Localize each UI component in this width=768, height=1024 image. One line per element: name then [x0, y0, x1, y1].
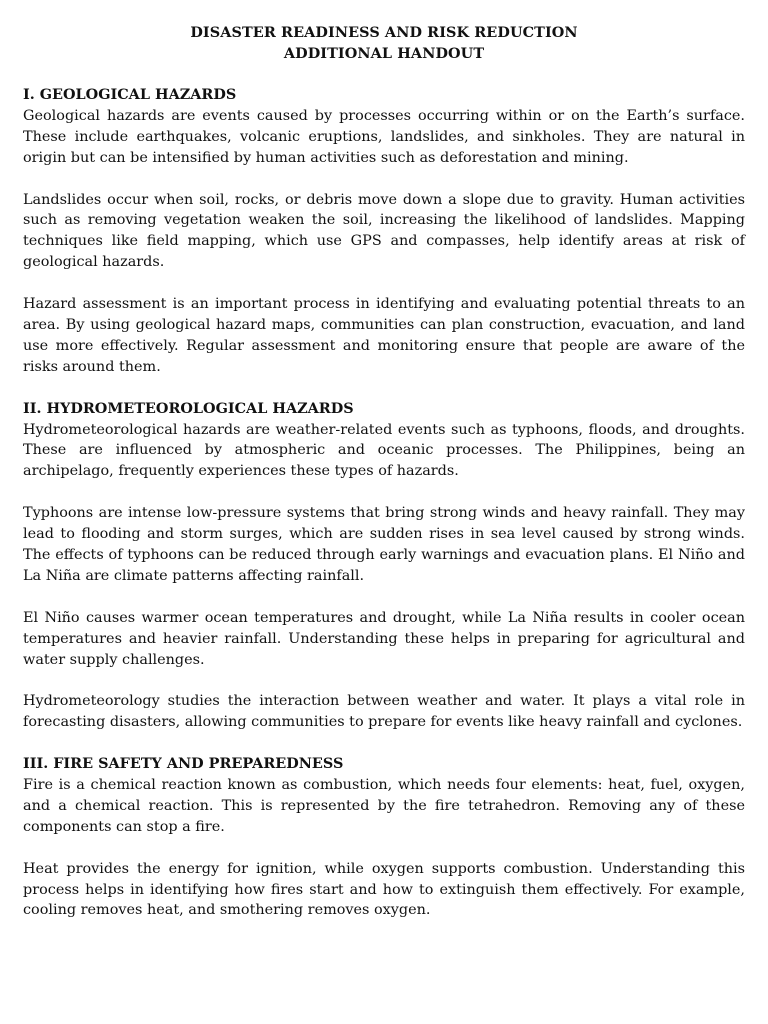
section-geological-hazards [23, 85, 745, 378]
paragraph: Fire is a chemical reaction known as combustion, which needs four elements: heat, fuel, oxygen, and a chemical reaction. This is represented by the fire tetrahedron. Removing any of these components can stop a fire. [23, 777, 745, 835]
section-heading: I. GEOLOGICAL HAZARDS [23, 86, 237, 103]
paragraph: Typhoons are intense low-pressure systems that bring strong winds and heavy rainfall. They may lead to flooding and storm surges, which are sudden rises in sea level caused by strong winds. The effects of typhoons can be reduced through early warnings and evacuation plans. El Niño and La Niña are climate patterns affecting rainfall. [23, 505, 745, 584]
paragraph: Heat provides the energy for ignition, while oxygen supports combustion. Understanding this process helps in identifying how fires start and how to extinguish them effectively. For example, cooling removes heat, and smothering removes oxygen. [23, 860, 745, 919]
section-heading: III. FIRE SAFETY AND PREPAREDNESS [23, 755, 344, 773]
title-line-1: DISASTER READINESS AND RISK REDUCTION [190, 24, 578, 41]
paragraph: Hydrometeorological hazards are weather-related events such as typhoons, floods, and droughts. These are influenced by atmospheric and oceanic processes. The Philippines, being an archipelago, frequently experiences these types of hazards. [23, 421, 745, 480]
paragraph: Hydrometeorology studies the interaction between weather and water. It plays a vital role in forecasting disasters, allowing communities to prepare for events like heavy rainfall and cyclones. [23, 693, 745, 731]
paragraph: Hazard assessment is an important process in identifying and evaluating potential threats to an area. By using geological hazard maps, communities can plan construction, evacuation, and land use more effectively. Regular assessment and monitoring ensure that people are aware of the risks around them. [23, 296, 745, 375]
section-hydrometeorological-hazards [23, 399, 745, 733]
paragraph: El Niño causes warmer ocean temperatures and drought, while La Niña results in cooler ocean temperatures and heavier rainfall. Understanding these helps in preparing for agricultural and water supply challenges. [23, 609, 745, 668]
paragraph: Geological hazards are events caused by processes occurring within or on the Earth’s surface. These include earthquakes, volcanic eruptions, landslides, and sinkholes. They are natural in origin but can be intensified by human activities such as deforestation and mining. [23, 107, 745, 166]
document-title [23, 22, 745, 64]
paragraph: Landslides occur when soil, rocks, or debris move down a slope due to gravity. Human activities such as removing vegetation weaken the soil, increasing the likelihood of landslides. Mapping techniques like field mapping, which use GPS and compasses, help identify areas at risk of geological hazards. [23, 191, 745, 271]
document-page [23, 22, 745, 921]
section-fire-safety [23, 754, 745, 921]
title-line-2: ADDITIONAL HANDOUT [283, 45, 485, 62]
section-heading: II. HYDROMETEOROLOGICAL HAZARDS [23, 399, 354, 417]
